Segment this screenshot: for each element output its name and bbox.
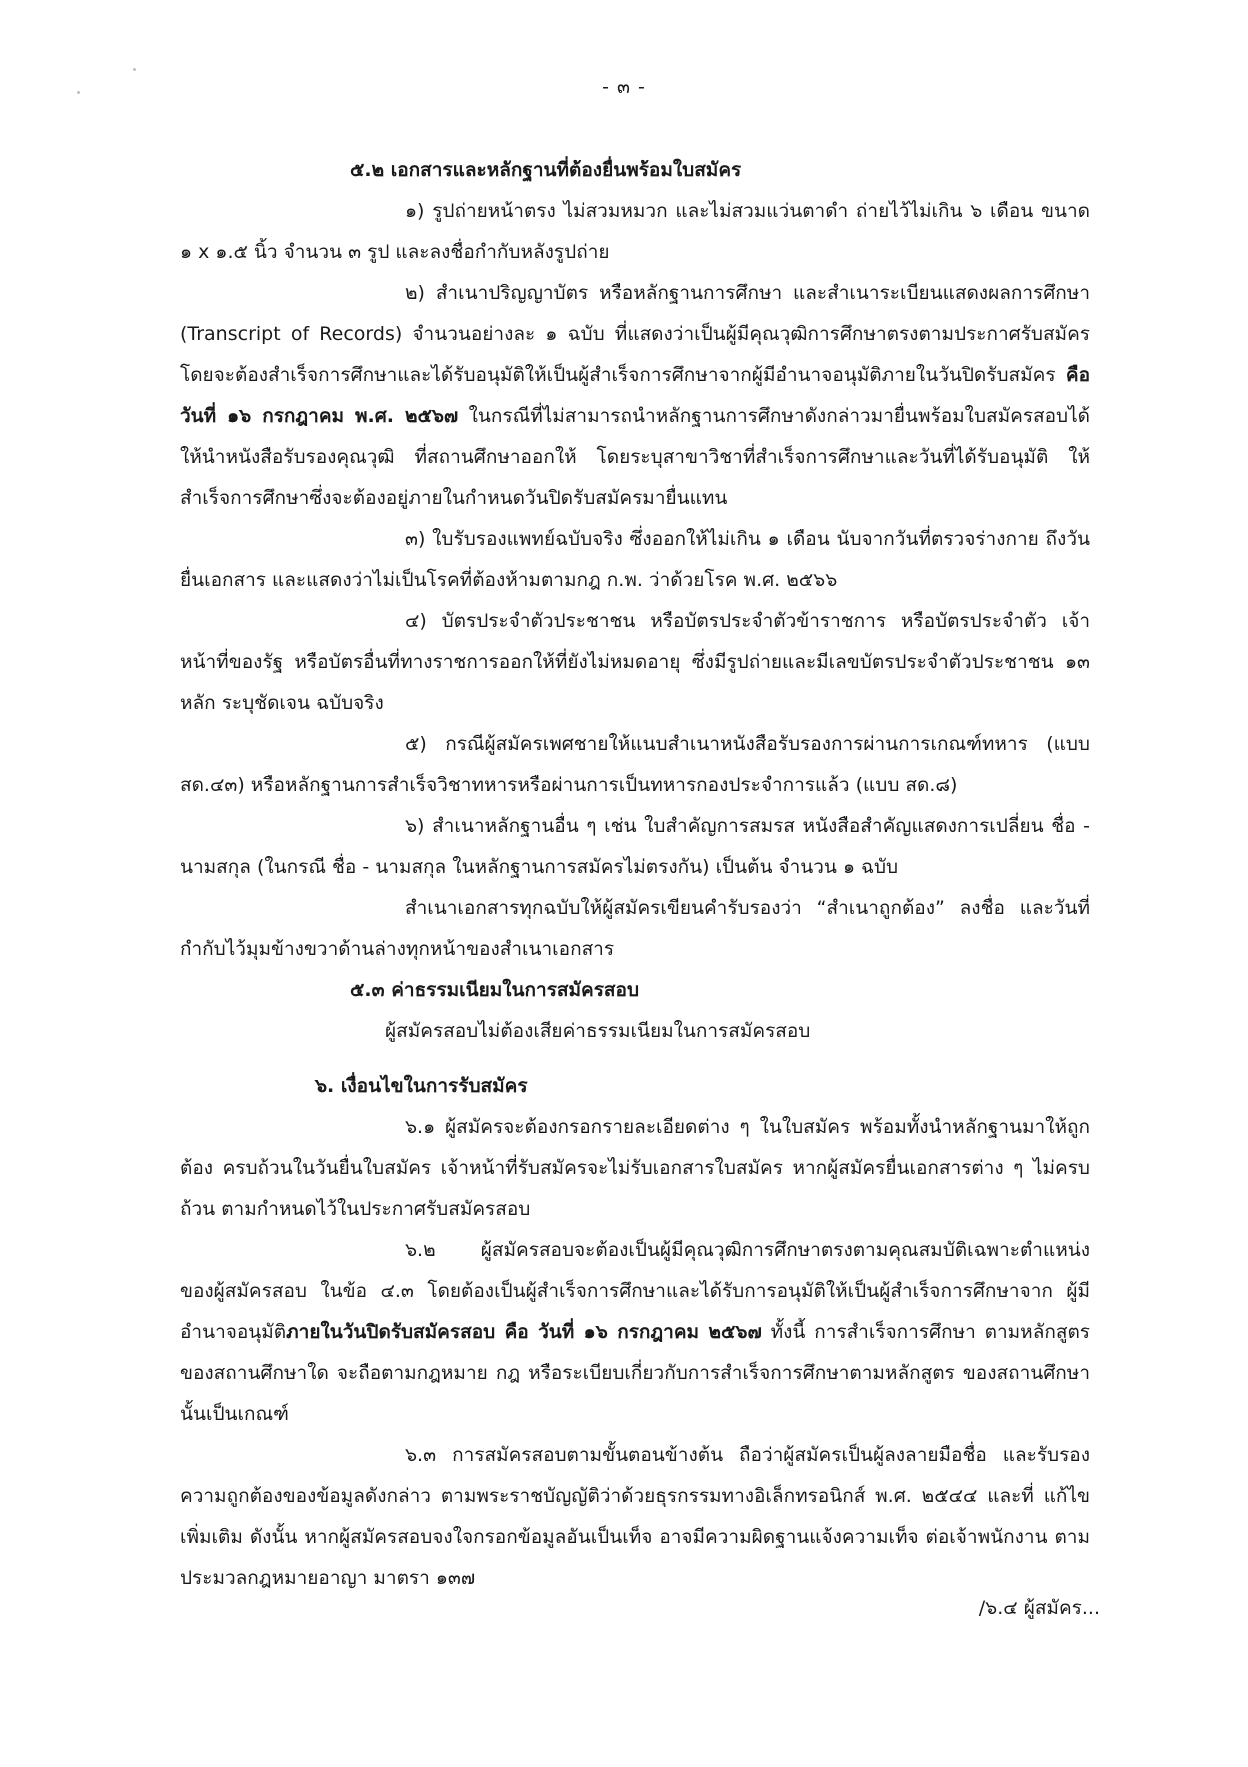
scan-speck [133,68,136,71]
section-5-3-text: ผู้สมัครสอบไม่ต้องเสียค่าธรรมเนียมในการสมัครสอบ [385,1020,811,1042]
item-2-text-b: ในกรณีที่ไม่สามารถนำหลักฐานการศึกษาดังกล่าวมายื่นพร้อมใบสมัครสอบได้ ให้นำหนังสือรับรองคุณวุฒิ ที่สถานศึกษาออกให้ โดยระบุสาขาวิชาที่สำเร็จการศึกษาและวันที่ได้รับอนุมัติ ให้สำเร็จการศึกษาซึ่งจะต้องอยู่ภายในกำหนดวันปิดรับสมัครมายื่นแทน [180,405,1090,509]
document-body [180,150,1090,1599]
section-5-2-heading: ๕.๒ เอกสารและหลักฐานที่ต้องยื่นพร้อมใบสมัคร [350,159,742,181]
certify-note: สำเนาเอกสารทุกฉบับให้ผู้สมัครเขียนคำรับรองว่า “สำเนาถูกต้อง” ลงชื่อ และวันที่ กำกับไว้มุมข้างขวาด้านล่างทุกหน้าของสำเนาเอกสาร [180,897,1090,960]
item-6-2-deadline: ภายในวันปิดรับสมัครสอบ คือ วันที่ ๑๖ กรกฎาคม ๒๕๖๗ [286,1321,762,1343]
section-6-item-2 [180,1230,1090,1435]
item-2-deadline: คือวันที่ ๑๖ กรกฎาคม พ.ศ. ๒๕๖๗ [180,364,1090,427]
section-5-2-item-3: ๓) ใบรับรองแพทย์ฉบับจริง ซึ่งออกให้ไม่เกิน ๑ เดือน นับจากวันที่ตรวจร่างกาย ถึงวันยื่นเอกสาร และแสดงว่าไม่เป็นโรคที่ต้องห้ามตามกฎ ก.พ. ว่าด้วยโรค พ.ศ. ๒๕๖๖ [180,528,1090,591]
section-5-2-item-2 [180,273,1090,519]
item-6-2-text-a: ๖.๒ ผู้สมัครสอบจะต้องเป็นผู้มีคุณวุฒิการศึกษาตรงตามคุณสมบัติเฉพาะตำแหน่ง ของผู้สมัครสอบ ในข้อ ๔.๓ โดยต้องเป็นผู้สำเร็จการศึกษาและได้รับการอนุมัติให้เป็นผู้สำเร็จการศึกษาจาก ผู้มีอำนาจอนุมัติ [180,1239,1090,1343]
section-5-2-item-4: ๔) บัตรประจำตัวประชาชน หรือบัตรประจำตัวข้าราชการ หรือบัตรประจำตัว เจ้าหน้าที่ของรัฐ หรือบัตรอื่นที่ทางราชการออกให้ที่ยังไม่หมดอายุ ซึ่งมีรูปถ่ายและมีเลขบัตรประจำตัวประชาชน ๑๓ หลัก ระบุชัดเจน ฉบับจริง [180,610,1090,714]
section-6-item-3: ๖.๓ การสมัครสอบตามขั้นตอนข้างต้น ถือว่าผู้สมัครเป็นผู้ลงลายมือชื่อ และรับรอง ความถูกต้องของข้อมูลดังกล่าว ตามพระราชบัญญัติว่าด้วยธุรกรรมทางอิเล็กทรอนิกส์ พ.ศ. ๒๕๔๔ และที่ แก้ไขเพิ่มเติม ดังนั้น หากผู้สมัครสอบจงใจกรอกข้อมูลอันเป็นเท็จ อาจมีความผิดฐานแจ้งความเท็จ ต่อเจ้าพนักงาน ตามประมวลกฎหมายอาญา มาตรา ๑๓๗ [180,1444,1090,1589]
section-6-item-1: ๖.๑ ผู้สมัครจะต้องกรอกรายละเอียดต่าง ๆ ในใบสมัคร พร้อมทั้งนำหลักฐานมาให้ถูกต้อง ครบถ้วนในวันยื่นใบสมัคร เจ้าหน้าที่รับสมัครจะไม่รับเอกสารใบสมัคร หากผู้สมัครยื่นเอกสารต่าง ๆ ไม่ครบถ้วน ตามกำหนดไว้ในประกาศรับสมัครสอบ [180,1116,1090,1220]
section-5-3-heading: ๕.๓ ค่าธรรมเนียมในการสมัครสอบ [350,979,639,1001]
item-2-text-a: ๒) สำเนาปริญญาบัตร หรือหลักฐานการศึกษา และสำเนาระเบียนแสดงผลการศึกษา (Transcript of Records) จำนวนอย่างละ ๑ ฉบับ ที่แสดงว่าเป็นผู้มีคุณวุฒิการศึกษาตรงตามประกาศรับสมัคร โดยจะต้องสำเร็จการศึกษาและได้รับอนุมัติให้เป็นผู้สำเร็จการศึกษาจากผู้มีอำนาจอนุมัติภายในวันปิดรับสมัคร [180,282,1090,386]
section-6-heading: ๖. เงื่อนไขในการรับสมัคร [315,1075,528,1097]
item-6-2-text-b: ทั้งนี้ การสำเร็จการศึกษา ตามหลักสูตรของสถานศึกษาใด จะถือตามกฎหมาย กฎ หรือระเบียบเกี่ยวกับการสำเร็จการศึกษาตามหลักสูตร ของสถานศึกษานั้นเป็นเกณฑ์ [180,1321,1090,1425]
section-5-2-item-1: ๑) รูปถ่ายหน้าตรง ไม่สวมหมวก และไม่สวมแว่นตาดำ ถ่ายไว้ไม่เกิน ๖ เดือน ขนาด ๑ x ๑.๕ นิ้ว จำนวน ๓ รูป และลงชื่อกำกับหลังรูปถ่าย [180,200,1090,263]
page-number: - ๓ - [602,76,646,98]
section-5-2-item-6: ๖) สำเนาหลักฐานอื่น ๆ เช่น ใบสำคัญการสมรส หนังสือสำคัญแสดงการเปลี่ยน ชื่อ - นามสกุล (ในกรณี ชื่อ - นามสกุล ในหลักฐานการสมัครไม่ตรงกัน) เป็นต้น จำนวน ๑ ฉบับ [180,815,1090,878]
continuation-note: /๖.๔ ผู้สมัคร... [978,1597,1100,1619]
section-5-2-item-5: ๕) กรณีผู้สมัครเพศชายให้แนบสำเนาหนังสือรับรองการผ่านการเกณฑ์ทหาร (แบบ สด.๔๓) หรือหลักฐานการสำเร็จวิชาทหารหรือผ่านการเป็นทหารกองประจำการแล้ว (แบบ สด.๘) [180,733,1090,796]
